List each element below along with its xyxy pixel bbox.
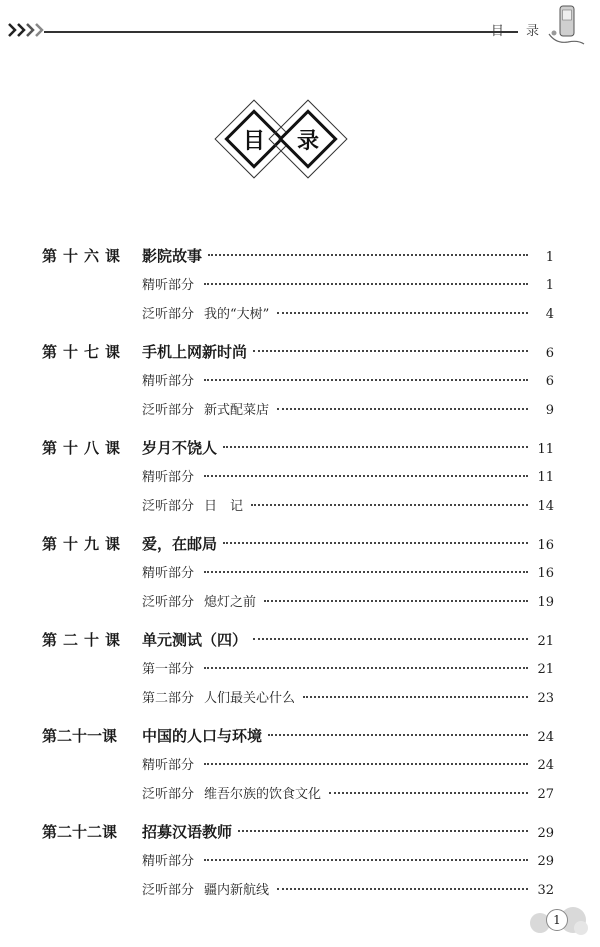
page-ref: 1 — [545, 278, 554, 293]
lesson-number: 第十九课 — [42, 535, 127, 553]
contents-title — [222, 104, 342, 174]
page-ref: 6 — [545, 374, 554, 389]
leader-dots — [264, 600, 528, 602]
page-ref: 24 — [537, 730, 554, 745]
toc-subentry[interactable] — [42, 876, 554, 905]
toc-lesson — [42, 434, 554, 521]
header-title: 目 录 — [490, 24, 548, 39]
part-subtitle: 新式配菜店 — [204, 403, 270, 418]
toc-subentry[interactable] — [42, 271, 554, 300]
toc-entry[interactable] — [42, 626, 554, 655]
page-ref: 16 — [537, 566, 554, 581]
leader-dots — [268, 734, 528, 736]
toc-entry[interactable] — [42, 242, 554, 271]
leader-dots — [223, 446, 528, 448]
part-label: 泛听部分 — [142, 499, 195, 514]
toc-subentry[interactable] — [42, 559, 554, 588]
toc-lesson — [42, 530, 554, 617]
toc-entry[interactable] — [42, 722, 554, 751]
lesson-number: 第二十二课 — [42, 823, 118, 841]
page-ref: 9 — [545, 403, 554, 418]
page-ref: 19 — [537, 595, 554, 610]
page-ref: 11 — [537, 470, 554, 485]
part-subtitle: 熄灯之前 — [204, 595, 257, 610]
leader-dots — [238, 830, 528, 832]
leader-dots — [204, 571, 528, 573]
leader-dots — [253, 638, 528, 640]
page-ref: 21 — [537, 634, 554, 649]
lesson-title: 爱，在邮局 — [142, 535, 218, 553]
part-subtitle: 我的“大树” — [204, 307, 270, 322]
part-label: 精听部分 — [142, 854, 195, 869]
toc-subentry[interactable] — [42, 300, 554, 329]
toc-subentry[interactable] — [42, 780, 554, 809]
lesson-number: 第二十一课 — [42, 727, 118, 745]
lesson-title: 岁月不饶人 — [142, 439, 218, 457]
toc-subentry[interactable] — [42, 396, 554, 425]
leader-dots — [204, 667, 528, 669]
part-label: 精听部分 — [142, 758, 195, 773]
toc-entry[interactable] — [42, 530, 554, 559]
part-subtitle: 人们最关心什么 — [204, 691, 296, 706]
lesson-number: 第十六课 — [42, 247, 127, 265]
leader-dots — [208, 254, 528, 256]
lesson-title: 影院故事 — [142, 247, 203, 265]
title-diamond — [280, 111, 336, 167]
part-subtitle: 日 记 — [204, 499, 244, 514]
toc-subentry[interactable] — [42, 588, 554, 617]
part-label: 泛听部分 — [142, 403, 195, 418]
lesson-title: 单元测试（四） — [142, 631, 248, 649]
leader-dots — [223, 542, 528, 544]
part-label: 精听部分 — [142, 470, 195, 485]
page-ref: 29 — [537, 854, 554, 869]
toc-entry[interactable] — [42, 434, 554, 463]
page-ref: 11 — [537, 442, 554, 457]
part-label: 精听部分 — [142, 566, 195, 581]
toc-subentry[interactable] — [42, 684, 554, 713]
lesson-title: 手机上网新时尚 — [142, 343, 248, 361]
toc-entry[interactable] — [42, 338, 554, 367]
toc-subentry[interactable] — [42, 463, 554, 492]
toc-subentry[interactable] — [42, 492, 554, 521]
lesson-number: 第十七课 — [42, 343, 127, 361]
page-ref: 1 — [545, 250, 554, 265]
toc-lesson — [42, 626, 554, 713]
page-ref: 6 — [545, 346, 554, 361]
toc-subentry[interactable] — [42, 847, 554, 876]
toc-lesson — [42, 338, 554, 425]
part-label: 泛听部分 — [142, 307, 195, 322]
part-label: 精听部分 — [142, 278, 195, 293]
page-ref: 21 — [537, 662, 554, 677]
leader-dots — [253, 350, 528, 352]
part-label: 第二部分 — [142, 691, 195, 706]
lesson-title: 招募汉语教师 — [142, 823, 233, 841]
toc-lesson — [42, 722, 554, 809]
leader-dots — [204, 475, 528, 477]
leader-dots — [204, 379, 528, 381]
page-ref: 14 — [537, 499, 554, 514]
leader-dots — [277, 312, 528, 314]
part-label: 精听部分 — [142, 374, 195, 389]
leader-dots — [204, 763, 528, 765]
page-header — [0, 0, 600, 52]
part-subtitle: 疆内新航线 — [204, 883, 270, 898]
header-rule — [44, 31, 518, 33]
page-ref: 29 — [537, 826, 554, 841]
lesson-number: 第十八课 — [42, 439, 127, 457]
leader-dots — [251, 504, 528, 506]
leader-dots — [329, 792, 528, 794]
page-ref: 4 — [545, 307, 554, 322]
toc-subentry[interactable] — [42, 655, 554, 684]
part-label: 第一部分 — [142, 662, 195, 677]
leader-dots — [303, 696, 528, 698]
page-number-badge — [530, 903, 590, 939]
lesson-number: 第二十课 — [42, 631, 127, 649]
toc-entry[interactable] — [42, 818, 554, 847]
title-char-1: 目 — [242, 128, 265, 154]
page-number: 1 — [546, 909, 568, 931]
chevron-right-icon — [8, 23, 48, 37]
phone-icon — [546, 4, 586, 48]
leader-dots — [204, 859, 528, 861]
leader-dots — [277, 888, 528, 890]
part-label: 泛听部分 — [142, 883, 195, 898]
page-ref: 23 — [537, 691, 554, 706]
page-ref: 32 — [537, 883, 554, 898]
leader-dots — [277, 408, 528, 410]
toc-subentry[interactable] — [42, 367, 554, 396]
part-subtitle: 维吾尔族的饮食文化 — [204, 787, 322, 802]
part-label: 泛听部分 — [142, 595, 195, 610]
leader-dots — [204, 283, 528, 285]
page-ref: 27 — [537, 787, 554, 802]
lesson-title: 中国的人口与环境 — [142, 727, 263, 745]
toc-subentry[interactable] — [42, 751, 554, 780]
toc-lesson — [42, 242, 554, 329]
page-ref: 24 — [537, 758, 554, 773]
toc-lesson — [42, 818, 554, 905]
title-char-2: 录 — [296, 128, 319, 154]
page-ref: 16 — [537, 538, 554, 553]
table-of-contents — [42, 242, 554, 905]
part-label: 泛听部分 — [142, 787, 195, 802]
